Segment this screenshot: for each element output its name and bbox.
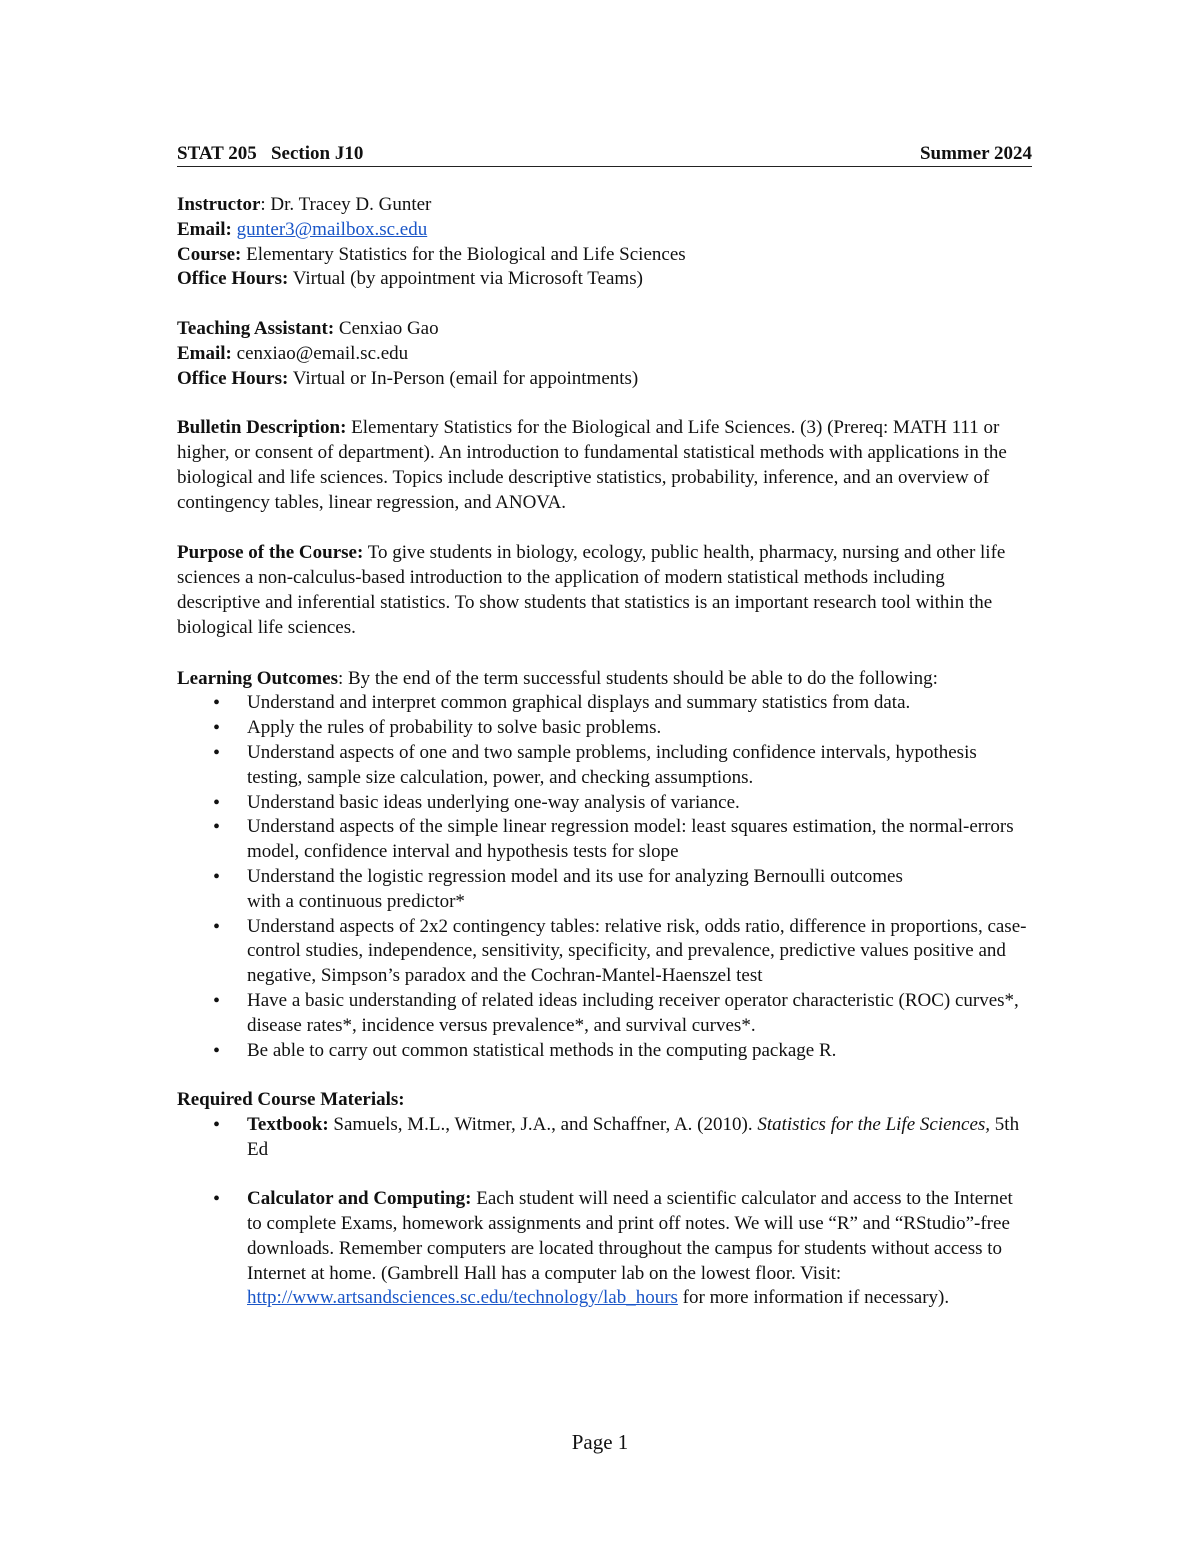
learning-outcomes-label: Learning Outcomes bbox=[177, 667, 338, 689]
list-item: • Understand aspects of the simple linear regression model: least squares estimation, the normal-errors model, confidence interval and hypothesis tests for slope bbox=[177, 815, 1032, 865]
materials-list bbox=[177, 1113, 1032, 1311]
instructor-office-hours-label: Office Hours: bbox=[177, 268, 289, 290]
course-purpose bbox=[177, 541, 1032, 640]
course-label: Course: bbox=[177, 243, 242, 265]
list-item: • Apply the rules of probability to solve basic problems. bbox=[177, 716, 1032, 741]
bulletin-description bbox=[177, 416, 1032, 515]
list-item-calculator bbox=[177, 1187, 1032, 1311]
instructor-email-link[interactable]: gunter3@mailbox.sc.edu bbox=[236, 218, 428, 240]
list-item: • Understand the logistic regression model and its use for analyzing Bernoulli outcomes with a continuous predictor* bbox=[177, 865, 1032, 915]
ta-office-hours-label: Office Hours: bbox=[177, 367, 289, 389]
materials-heading: Required Course Materials: bbox=[177, 1089, 405, 1111]
lab-hours-link[interactable]: http://www.artsandsciences.sc.edu/technology/lab_hours bbox=[247, 1287, 678, 1309]
list-item: • Be able to carry out common statistical methods in the computing package R. bbox=[177, 1039, 1032, 1064]
textbook-title: Statistics for the Life Sciences, bbox=[757, 1113, 991, 1135]
calculator-tail: for more information if necessary). bbox=[677, 1287, 950, 1309]
ta-name: Cenxiao Gao bbox=[334, 317, 439, 339]
instructor-email-label: Email: bbox=[177, 218, 232, 240]
list-item: • Understand basic ideas underlying one-way analysis of variance. bbox=[177, 791, 1032, 816]
textbook-label: Textbook: bbox=[247, 1113, 329, 1135]
list-item: • Understand and interpret common graphical displays and summary statistics from data. bbox=[177, 691, 1032, 716]
instructor-label: Instructor bbox=[177, 194, 261, 215]
calculator-text: Each student will need a scientific calculator and access to the Internet to complete Exams, homework assignments and print off notes. We will use “R” and “RStudio”-free downloads. Remember computers are located throughout the campus for students without access to Internet at home. (Gambrell Hall has a computer lab on the lowest floor. Visit: bbox=[247, 1188, 1013, 1284]
ta-email-label: Email: bbox=[177, 342, 232, 364]
textbook-citation: Samuels, M.L., Witmer, J.A., and Schaffner, A. (2010). bbox=[328, 1113, 758, 1135]
calculator-label: Calculator and Computing: bbox=[247, 1188, 472, 1210]
term-label: Summer 2024 bbox=[919, 143, 1032, 164]
document-header bbox=[177, 142, 1032, 167]
instructor-office-hours: Virtual (by appointment via Microsoft Teams) bbox=[288, 268, 643, 290]
textbook-edition: 5th Ed bbox=[247, 1113, 1020, 1160]
list-item: • Have a basic understanding of related ideas including receiver operator characteristic (ROC) curves*, disease rates*, incidence versus prevalence*, and survival curves*. bbox=[177, 989, 1032, 1039]
course-section-title: STAT 205 Section J10 bbox=[177, 143, 364, 164]
ta-label: Teaching Assistant: bbox=[177, 317, 335, 339]
bulletin-text: Elementary Statistics for the Biological and Life Sciences. (3) (Prereq: MATH 111 or higher, or consent of department). An introduction to fundamental statistical methods with applications in the biological and life sciences. Topics include descriptive statistics, probability, inference, and an overview of contingency tables, linear regression, and ANOVA. bbox=[177, 417, 1007, 513]
instructor-name: : Dr. Tracey D. Gunter bbox=[260, 194, 432, 215]
list-item: • Understand aspects of 2x2 contingency tables: relative risk, odds ratio, difference in proportions, case-control studies, independence, sensitivity, specificity, and prevalence, predictive values positive and negative, Simpson’s paradox and the Cochran-Mantel-Haenszel test bbox=[177, 915, 1032, 989]
course-name: Elementary Statistics for the Biological and Life Sciences bbox=[241, 243, 686, 265]
ta-block bbox=[177, 317, 1032, 391]
page-number: Page 1 bbox=[571, 1430, 629, 1454]
list-spacer bbox=[177, 1162, 1032, 1187]
bulletin-label: Bulletin Description: bbox=[177, 417, 347, 439]
learning-outcomes-intro bbox=[177, 667, 1032, 692]
list-item: • Understand aspects of one and two sample problems, including confidence intervals, hypothesis testing, sample size calculation, power, and checking assumptions. bbox=[177, 741, 1032, 791]
purpose-label: Purpose of the Course: bbox=[177, 542, 364, 564]
instructor-block bbox=[177, 193, 1032, 292]
learning-outcomes-list bbox=[177, 691, 1032, 1063]
ta-office-hours: Virtual or In-Person (email for appointments) bbox=[288, 367, 639, 389]
purpose-text: To give students in biology, ecology, public health, pharmacy, nursing and other life sciences a non-calculus-based introduction to the application of modern statistical methods including descriptive and inferential statistics. To show students that statistics is an important research tool within the biological life sciences. bbox=[177, 542, 1006, 638]
learning-outcomes-intro-text: : By the end of the term successful students should be able to do the following: bbox=[337, 667, 938, 689]
list-item-textbook bbox=[177, 1113, 1032, 1163]
ta-email: cenxiao@email.sc.edu bbox=[231, 342, 409, 364]
document-page bbox=[177, 142, 1032, 1311]
